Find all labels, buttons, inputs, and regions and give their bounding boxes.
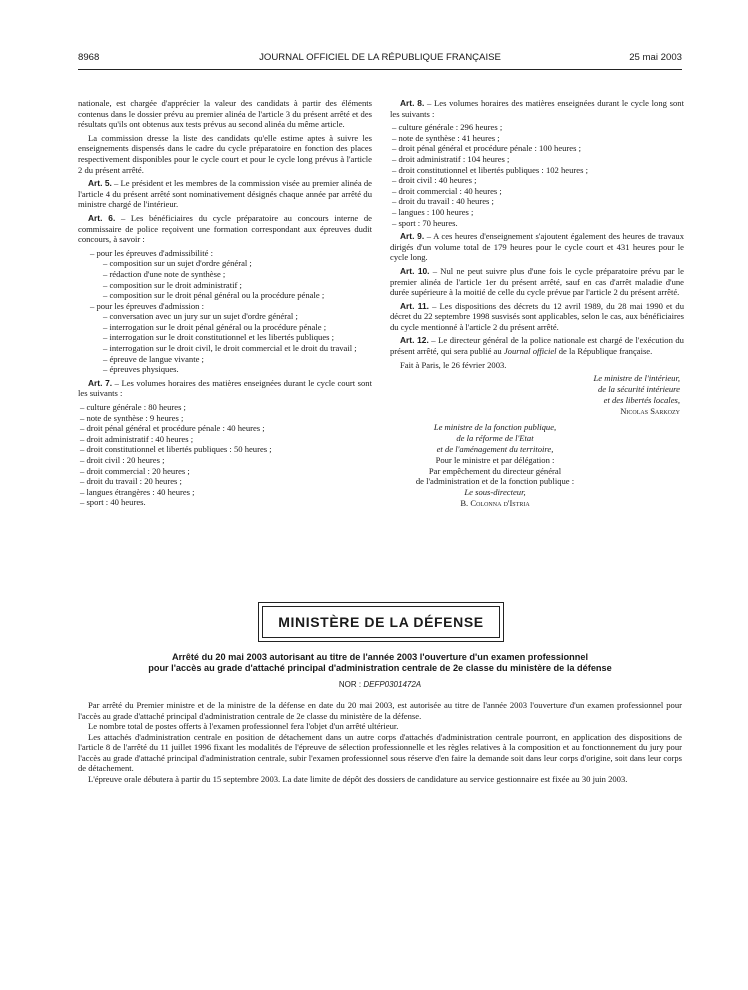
signatory-role: Le sous-directeur, [464,487,526,498]
delegation-line: Par empêchement du directeur général [428,465,562,476]
body-paragraph: Par arrêté du Premier ministre et de la ministre de la défense en date du 20 mai 2003, est autorisée au titre de l'année 2003 l'ouverture d'un examen professionnel pour l'accès au grade d'attaché principal d'administration centrale de 2e classe du ministère de la défense. [78,700,682,721]
list-item: – droit du travail : 20 heures ; [80,476,182,487]
list-item: – interrogation sur le droit constitutionnel et les libertés publiques ; [103,332,335,343]
journal-reference: Journal officiel [503,346,557,357]
list-item: – droit pénal général et procédure pénale : 40 heures ; [80,423,265,434]
article-6 [78,213,372,245]
list-item: – interrogation sur le droit pénal général ou la procédure pénale ; [103,321,327,332]
decree-title-line: pour l'accès au grade d'attaché principal d'administration centrale de 2e classe du ministère de la défense [148,663,612,673]
article-text: – Le directeur général de la police nationale est chargé de l'exécution du présent arrêté, qui sera publié au [390,335,684,357]
list-item: – composition sur le droit pénal général ou la procédure pénale ; [103,290,325,301]
decree-title [90,652,670,674]
article-11 [390,301,684,333]
body-paragraph: L'épreuve orale débutera à partir du 15 septembre 2003. La date limite de dépôt des dossiers de candidature au service gestionnaire est fixée au 30 juin 2003. [88,773,628,784]
signatory-title-line: de la sécurité intérieure [597,384,680,395]
article-text: – Les dispositions des décrets du 12 avril 1989, du 28 mai 1990 et du décret du 22 septembre 1998 susvisés sont applicables, selon le cas, aux bénéficiaires du cycle mentionné à l'article 2 du présent arrêté. [390,300,684,332]
article-9 [390,231,684,263]
decree-body [78,700,682,784]
signatory-name: B. Colonna d'Istria [460,498,530,509]
signature-block-civil-service [390,422,600,508]
article-label: Art. 9. [400,231,425,242]
article-label: Art. 7. [88,377,113,388]
signatory-name: Nicolas Sarkozy [620,405,680,416]
list-item: – note de synthèse : 9 heures ; [80,412,184,423]
body-paragraph: Le nombre total de postes offerts à l'examen professionnel fera l'objet d'un arrêté ultérieur. [88,721,399,731]
page-header [78,52,682,66]
ministry-heading-box [258,602,504,642]
list-item: – droit commercial : 20 heures ; [80,465,190,476]
body-paragraph: Les attachés d'administration centrale en position de détachement dans un autre corps d'attachés d'administration centrale pourront, en application des dispositions de l'article 8 de l'arrêté du 11 juillet 1996 fixant les modalités de l'épreuve de sélection professionnelle et les règles relatives à la composition et au fonctionnement du jury pour l'accès au grade d'attaché principal d'administration centrale, subir l'examen professionnel sous réserve d'en faire la demande soit dans leur corps d'origine, soit dans leur corps de détachement. [78,731,682,773]
list-item: – épreuves physiques. [103,364,179,375]
article-text: de la République française. [556,346,653,357]
list-item: – épreuve de langue vivante ; [103,353,204,364]
decree-title-line: Arrêté du 20 mai 2003 autorisant au titre de l'année 2003 l'ouverture d'un examen professionnel [171,652,589,662]
list-item: – rédaction d'une note de synthèse ; [103,268,226,279]
nor-code: DEFP0301472A [363,680,422,689]
list-item: – langues : 100 heures ; [392,206,474,217]
article-text: – Les volumes horaires des matières enseignées durant le cycle court sont les suivants : [78,377,372,399]
article-8-list [390,122,684,228]
article-8 [390,98,684,119]
list-item: – droit constitutionnel et libertés publiques : 50 heures ; [80,444,272,455]
list-item: – droit civil : 20 heures ; [80,455,165,465]
list-item: – note de synthèse : 41 heures ; [392,132,500,143]
list-item: – interrogation sur le droit civil, le droit commercial et le droit du travail ; [103,343,357,354]
list-item: – droit du travail : 40 heures ; [392,196,494,207]
right-column [390,98,684,509]
header-divider [78,69,682,70]
list-item: – droit commercial : 40 heures ; [392,185,502,196]
list-item: – langues étrangères : 40 heures ; [80,486,195,497]
issue-date: 25 mai 2003 [629,52,682,63]
article-label: Art. 8. [400,98,425,108]
nor-reference [78,680,682,689]
list-item: – droit administratif : 104 heures ; [392,153,510,164]
signatory-title-line: Le ministre de l'intérieur, [593,373,680,384]
list-item: – culture générale : 80 heures ; [80,402,186,413]
delegation-line: Pour le ministre et par délégation : [435,454,555,465]
delegation-line: de l'administration et de la fonction publique : [415,476,575,487]
article-text: – Les volumes horaires des matières enseignées durant le cycle long sont les suivants : [390,98,684,119]
list-item: – droit administratif : 40 heures ; [80,433,194,444]
signatory-title-line: et des libertés locales, [603,394,680,405]
list-item: – droit constitutionnel et libertés publiques : 102 heures ; [392,164,588,175]
article-7 [78,378,372,399]
article-label: Art. 11. [400,300,429,311]
list-item: – culture générale : 296 heures ; [392,122,503,133]
ministry-heading: MINISTÈRE DE LA DÉFENSE [262,606,500,638]
list-item: – sport : 40 heures. [80,497,146,508]
list-item: – conversation avec un jury sur un sujet d'ordre général ; [103,311,298,322]
list-item: – droit pénal général et procédure pénale : 100 heures ; [392,143,581,154]
commission-paragraph: La commission dresse la liste des candidats qu'elle estime aptes à suivre les enseignements dispensés dans le cadre du cycle préparatoire en fonction des places respectivement disponibles pour le cycle court et pour le cycle long prévus à l'article 2 du présent arrêté. [78,132,372,175]
article-text: – Le président et les membres de la commission visée au premier alinéa de l'article 4 du présent arrêté sont nominativement désignés chaque année par arrêté du ministre chargé de l'intérieur. [78,178,372,210]
list-item: – droit civil : 40 heures ; [392,175,477,186]
article-text: – A ces heures d'enseignement s'ajoutent également des heures de travaux dirigés d'un volume total de 179 heures pour le cycle court et 431 heures pour le cycle long. [390,231,684,263]
list-item: – composition sur un sujet d'ordre général ; [103,258,252,269]
left-column [78,98,372,511]
signature-block-interior [390,373,684,416]
intro-paragraph: nationale, est chargée d'apprécier la valeur des candidats à partir des éléments contenus dans le dossier prévu au premier alinéa de l'article 3 du présent arrêté et des résultats qu'ils ont obtenus aux tests prévus au second alinéa du même article. [78,98,372,130]
signatory-title-line: de la réforme de l'Etat [456,433,534,444]
signatory-title-line: Le ministre de la fonction publique, [433,422,557,433]
article-7-list [78,402,372,508]
article-text: – Nul ne peut suivre plus d'une fois le cycle préparatoire prévu par le premier alinéa de l'article 1er du présent arrêté, sauf en cas d'arrêt maladie d'une durée supérieure à la moitié de celle du cycle prévue par l'article 2 du présent arrêté. [390,265,684,298]
article-label: Art. 6. [88,212,116,223]
article-5 [78,178,372,210]
article-10 [390,266,684,298]
journal-title: JOURNAL OFFICIEL DE LA RÉPUBLIQUE FRANÇAISE [259,52,501,63]
article-12 [390,335,684,356]
page-number: 8968 [78,52,100,63]
list-item: – composition sur le droit administratif ; [103,279,242,290]
article-label: Art. 12. [400,335,429,346]
article-label: Art. 10. [400,265,430,276]
list-item: – pour les épreuves d'admissibilité : [90,247,214,258]
signatory-title-line: et de l'aménagement du territoire, [436,444,554,455]
nor-label: NOR : [338,680,364,689]
list-item: – pour les épreuves d'admission : [90,300,204,311]
article-6-list [78,248,372,375]
article-text: – Les bénéficiaires du cycle préparatoire au concours interne de commissaire de police reçoivent une formation correspondant aux épreuves dudit concours, à savoir : [78,212,372,245]
signing-place-date: Fait à Paris, le 26 février 2003. [400,359,507,370]
list-item: – sport : 70 heures. [392,217,458,228]
article-label: Art. 5. [88,178,112,189]
